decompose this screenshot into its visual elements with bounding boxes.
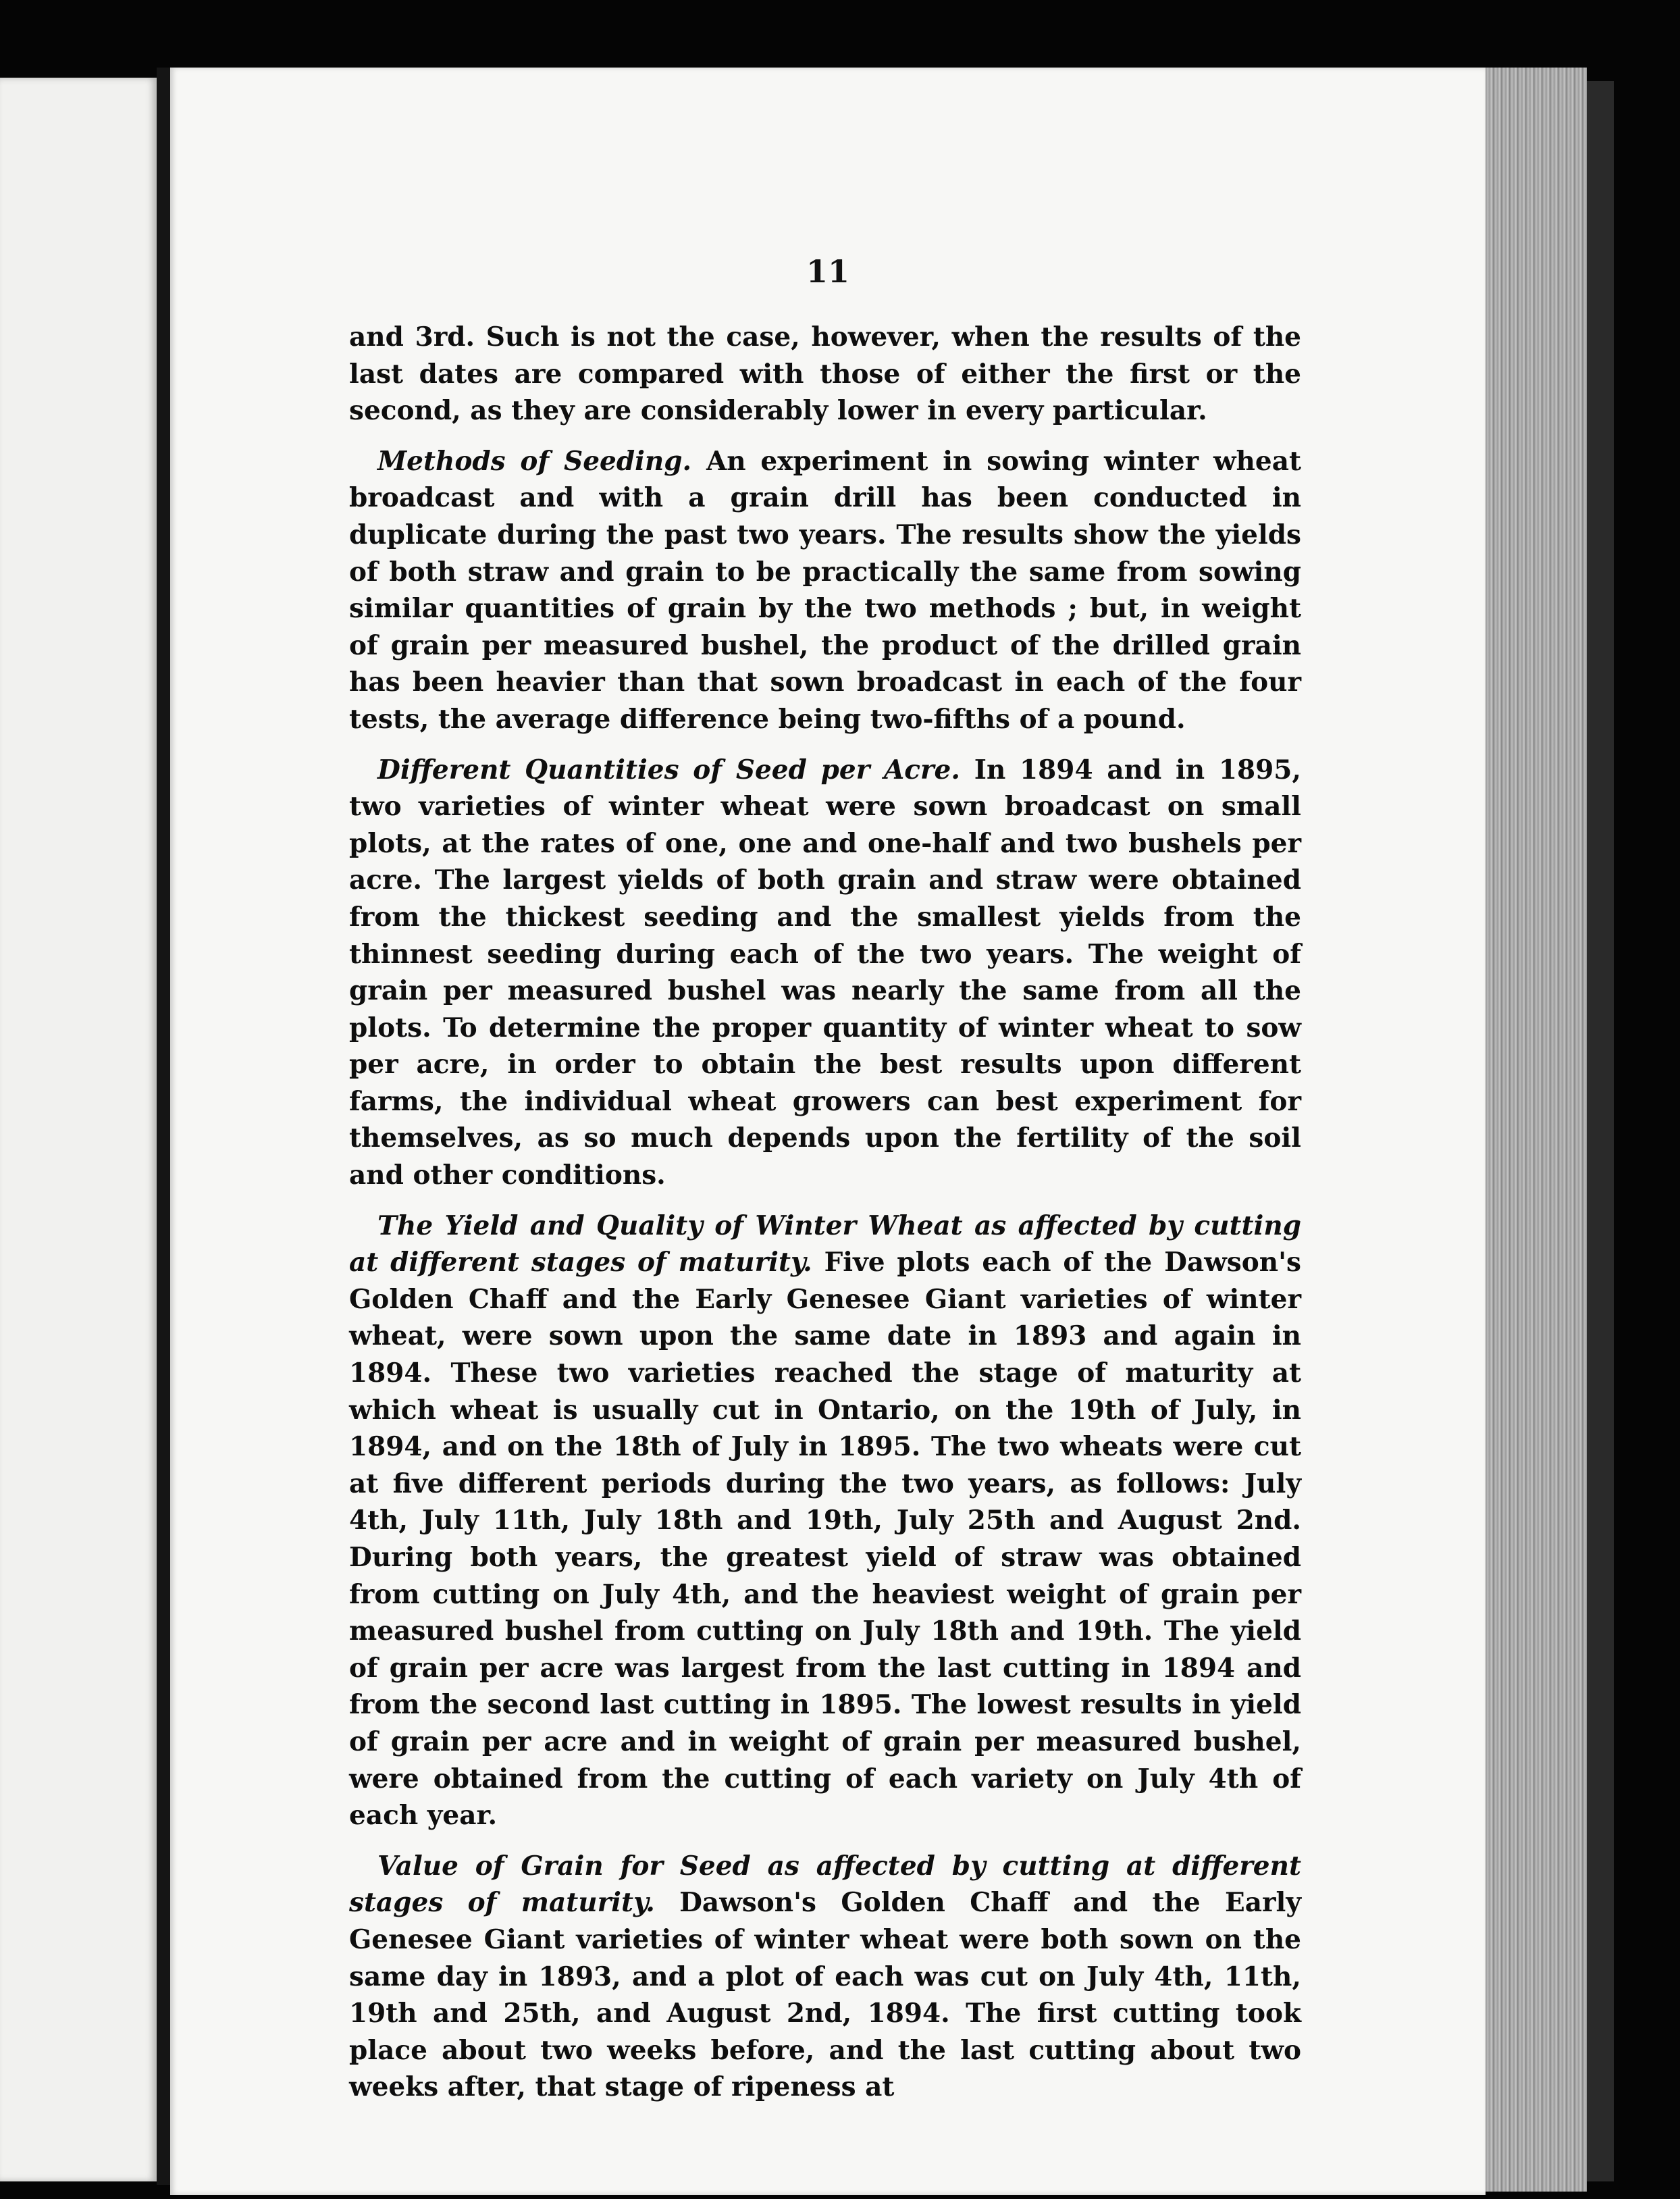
paragraph-quantities-of-seed (349, 752, 1301, 1194)
book-gutter (157, 68, 170, 2185)
paragraph-heading: The Yield and Quality of Winter Wheat as affected by cutting at different stages of maturity. (349, 1210, 1301, 1278)
paragraph-methods-of-seeding (349, 443, 1301, 738)
paragraph-text: and 3rd. Such is not the case, however, when the results of the last dates are compared with those of either the first or the second, as they are considerably lower in every particular. (349, 321, 1301, 427)
page-number: 11 (806, 253, 849, 290)
book-cover-edge (1587, 81, 1614, 2181)
paragraph-text: Dawson's Golden Chaff and the Early Genesee Giant varieties of winter wheat were both sown on the same day in 1893, and a plot of each was cut on July 4th, 11th, 19th and 25th, and August 2nd, 1894. The first cutting took place about two weeks before, and the last cutting about two weeks after, that stage of ripeness at (349, 1887, 1301, 2103)
left-page-edge (0, 78, 157, 2181)
body-text (349, 319, 1301, 2119)
paragraph-text: In 1894 and in 1895, two varieties of winter wheat were sown broadcast on small plots, at the rates of one, one and one-half and two bushels per acre. The largest yields of both grain and straw were obtained from the thickest seeding and the smallest yields from the thinnest seeding during each of the two years. The weight of grain per measured bushel was nearly the same from all the plots. To determine the proper quantity of winter wheat to sow per acre, in order to obtain the best results upon different farms, the individual wheat growers can best experiment for themselves, as so much depends upon the fertility of the soil and other conditions. (349, 754, 1301, 1191)
paragraph-heading: Different Quantities of Seed per Acre. (377, 754, 960, 785)
paragraph-value-of-grain (349, 1848, 1301, 2106)
paragraph-yield-and-quality (349, 1208, 1301, 1834)
paragraph-continuation (349, 319, 1301, 430)
paragraph-heading: Methods of Seeding. (377, 445, 692, 477)
paragraph-text: An experiment in sowing winter wheat broadcast and with a grain drill has been conducted in duplicate during the past two years. The results show the yields of both straw and grain to be practically the same from sowing similar quantities of grain by the two methods ; but, in weight of grain per measured bushel, the product of the drilled grain has been heavier than that sown broadcast in each of the four tests, the average difference being two-fifths of a pound. (349, 445, 1301, 735)
page-stack-edge (1486, 68, 1587, 2192)
book-page (170, 68, 1486, 2195)
paragraph-text: Five plots each of the Dawson's Golden Chaff and the Early Genesee Giant varieties of winter wheat, were sown upon the same date in 1893 and again in 1894. These two varieties reached the stage of maturity at which wheat is usually cut in Ontario, on the 19th of July, in 1894, and on the 18th of July in 1895. The two wheats were cut at five different periods during the two years, as follows: July 4th, July 11th, July 18th and 19th, July 25th and August 2nd. During both years, the greatest yield of straw was obtained from cutting on July 4th, and the heaviest weight of grain per measured bushel from cutting on July 18th and 19th. The yield of grain per acre was largest from the last cutting in 1894 and from the second last cutting in 1895. The lowest results in yield of grain per acre and in weight of grain per measured bushel, were obtained from the cutting of each variety on July 4th of each year. (349, 1247, 1301, 1832)
paragraph-heading: Value of Grain for Seed as affected by cutting at different stages of maturity. (349, 1850, 1301, 1919)
